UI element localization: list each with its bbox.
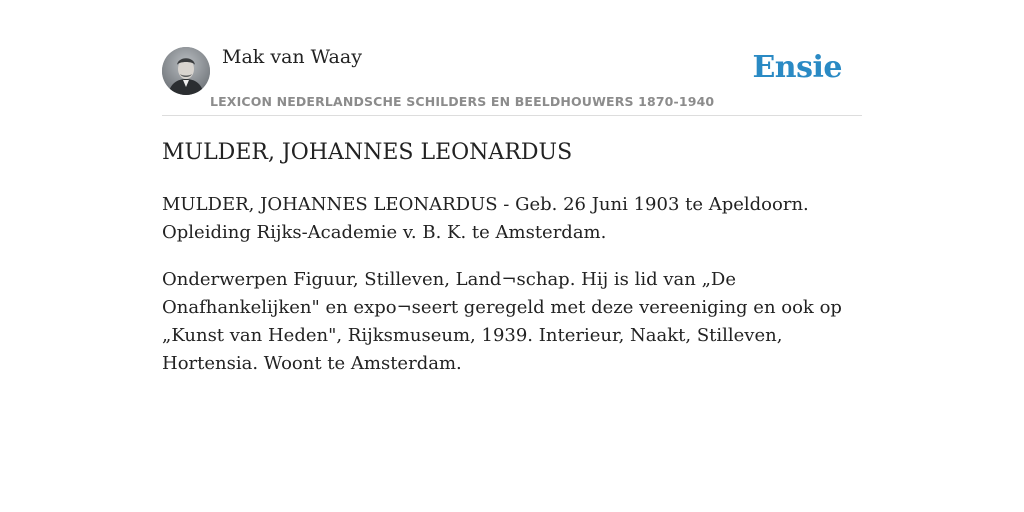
article-paragraph: Onderwerpen Figuur, Stilleven, Land¬schap. Hij is lid van „De Onafhankelijken" en expo¬seert geregeld met deze vereeniging en ook op „Kunst van Heden", Rijksmuseum, 1939. Interieur, Naakt, Stilleven, Hortensia. Woont te Amsterdam. (162, 269, 842, 374)
page-container (162, 0, 862, 374)
source-lexicon-title[interactable]: LEXICON NEDERLANDSCHE SCHILDERS EN BEELDHOUWERS 1870-1940 (210, 94, 715, 109)
author-portrait-icon (162, 47, 210, 95)
author-name[interactable]: Mak van Waay (222, 46, 362, 68)
article-title: MULDER, JOHANNES LEONARDUS (162, 140, 573, 165)
article-body (162, 191, 862, 397)
article-paragraph: MULDER, JOHANNES LEONARDUS - Geb. 26 Juni 1903 te Apeldoorn. Opleiding Rijks-Academie v. B. K. te Amsterdam. (162, 194, 809, 243)
avatar[interactable] (162, 47, 210, 95)
brand-logo[interactable]: Ensie (752, 50, 842, 85)
header (162, 0, 862, 116)
